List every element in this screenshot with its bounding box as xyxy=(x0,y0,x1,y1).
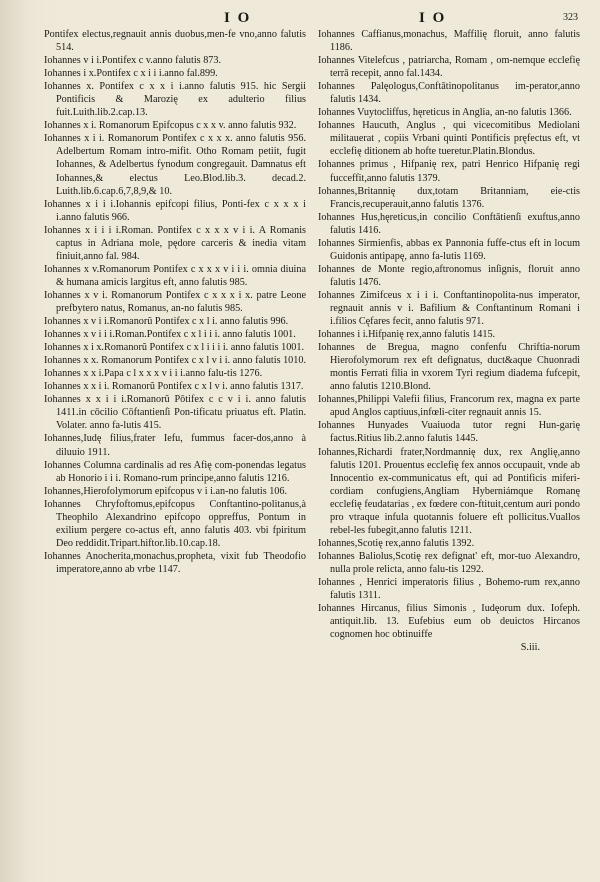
index-entry: Iohannes Caffianus,monachus, Maffilię floruit, anno falutis 1186. xyxy=(318,29,580,54)
index-entry: Iohannes de Bregua, magno confenfu Chriftia-norum Hierofolymorum rex eft defignatus, duct&aque Chuonradi montis Ferrati filia in vxorem Tyri regium diadema fufcepit, anno falutis 1210.Blond. xyxy=(318,342,580,393)
index-entry: Iohannes x x i i i.Romanorũ Pōtifex c c v i i. anno falutis 1411.in cōcilio Cōftantienſi Pon-tificatu priuatus eft. Platin. Volater. anno fa-lutis 415. xyxy=(44,394,306,432)
index-entry: Iohannes Haucuth, Anglus , qui vicecomitibus Mediolani militauerat , copiis Vrbani quinti Pontificis pręfectus eft, vt ecclefię ditionem ab hofte tueretur.Platin.Blondus. xyxy=(318,120,580,158)
index-entry: Iohannes i i.Hifpanię rex,anno falutis 1415. xyxy=(318,329,496,341)
index-entry: Iohannes x i i i.Iohannis epifcopi filius, Ponti-fex c x x x i i.anno falutis 966. xyxy=(44,198,306,223)
index-entry: Iohannes,Britannię dux,totam Britanniam, eie-ctis Francis,recuperauit,anno falutis 1376. xyxy=(318,185,580,210)
index-entry: Iohannes primus , Hifpanię rex, patri Henrico Hifpanię regi fucceffit,anno falutis 1379. xyxy=(318,159,580,184)
index-entry: Iohannes x x i i. Romanorũ Pontifex c x l v i. anno falutis 1317. xyxy=(44,381,304,393)
index-entry: Iohannes Chryfoftomus,epifcopus Conftantino-politanus,à Theophilo Alexandrino epifcopo oppreffus, Pontum in exilium pergere co-actus eft, anno falutis 403. vbi fpiritum Deo reddidit.Tripart.hiftor.lib.10.cap.18. xyxy=(44,498,306,549)
index-entry: Iohannes x x i.Papa c l x x x v i i i.anno falu-tis 1276. xyxy=(44,368,263,380)
index-entry: Iohannes,Iudę filius,frater Iefu, fummus facer-dos,anno à diluuio 1911. xyxy=(44,433,306,458)
index-entry: Iohannes i x.Pontifex c x i i i.anno fal.899. xyxy=(44,68,218,80)
index-entry: Iohannes x i. Romanorum Epifcopus c x x v. anno falutis 932. xyxy=(44,120,297,132)
index-entry: Iohannes de Monte regio,aftronomus inſignis, floruit anno falutis 1476. xyxy=(318,263,580,288)
two-column-text xyxy=(44,28,580,654)
left-column xyxy=(44,28,306,654)
index-entry: Iohannes Anocherita,monachus,propheta, vixit fub Theodofio imperatore,anno ab vrbe 1147. xyxy=(44,550,306,575)
index-entry: Iohannes,Scotię rex,anno falutis 1392. xyxy=(318,537,475,549)
right-column xyxy=(318,28,580,654)
index-entry: Iohannes x. Pontifex c x x i i.anno falutis 915. hic Sergii Pontificis & Marozię ex adulterio filius fuit.Luith.lib.2.cap.13. xyxy=(44,81,306,119)
index-entry: Iohannes x x. Romanorum Pontifex c x l v i i. anno falutis 1010. xyxy=(44,355,307,367)
index-entry: Iohannes,Philippi Valefii filius, Francorum rex, magna ex parte apud Anglos captiuus,infœli-citer regnauit annis 15. xyxy=(318,394,580,419)
signature-catchword: S.iii. xyxy=(520,642,540,654)
header-right-letters: I O xyxy=(419,10,447,26)
index-entry: Iohannes Sirmienfis, abbas ex Pannonia fuffe-ctus eft in locum Guidonis antipapę, anno fa-lutis 1169. xyxy=(318,237,580,262)
index-entry: Iohannes,Hierofolymorum epifcopus v i i.an-no falutis 106. xyxy=(44,485,288,497)
index-entry: Iohannes Columna cardinalis ad res Afię com-ponendas legatus ab Honorio i i i. Romano-rum principe,anno falutis 1216. xyxy=(44,459,306,484)
index-entry: Iohannes Zimifceus x i i i. Conftantinopolita-nus imperator, regnauit annis v i. Bafilium & Conftantinum Romani i i.filios Cęfares fecit, anno falutis 971. xyxy=(318,289,580,328)
index-entry: Iohannes v i i.Pontifex c v.anno falutis 873. xyxy=(44,55,222,67)
index-entry: Iohannes Vuytocliffus, hęreticus in Anglia, an-no falutis 1366. xyxy=(318,107,572,119)
index-entry: Iohannes Vitelefcus , patriarcha, Romam , om-nemque ecclefię terrā recepit, anno fal.1434. xyxy=(318,55,580,80)
index-entry: Iohannes Hus,hęreticus,in concilio Conftātienſi exuftus,anno falutis 1416. xyxy=(318,211,580,236)
index-entry: Iohannes Palęologus,Conftātinopolitanus im-perator,anno falutis 1434. xyxy=(318,81,580,106)
index-entry: Iohannes , Henrici imperatoris filius , Bohemo-rum rex,anno falutis 1311. xyxy=(318,576,580,602)
index-entry: Iohannes x i i i i.Roman. Pontifex c x x x v i i. A Romanis captus in Adriana mole, pędore carceris & inedia vitam finiuit,anno fal. 984. xyxy=(44,224,306,262)
index-entry: Iohannes,Richardi frater,Nordmannię dux, rex Anglię,anno falutis 1201. Prouentus ecclefię fex annos occupauit, vnde ab Innocentio ex-communicatus eft, qui ad Pontificis miferi-cordiam confugiens,Angliam Hyberniámque Romanę ecclefię feudatarias , ex fœdere con-ftituit,centum auri pondo pro vtraque infula quotannis foluere eft pollicitus.Vuallos rebel-les fubegit,anno falutis 1211. xyxy=(318,446,580,536)
header-left-letters: I O xyxy=(224,10,252,26)
page-number: 323 xyxy=(563,12,578,23)
index-entry: Iohannes x v i i.Romanorũ Pontifex c x l i. anno falutis 996. xyxy=(44,316,289,328)
index-entry: Iohannes x v.Romanorum Pontifex c x x x v i i i. omnia diuina & humana amicis largitus eft, anno falutis 985. xyxy=(44,263,306,288)
running-header xyxy=(44,10,580,28)
index-entry: Iohannes x v i. Romanorum Pontifex c x x x i x. patre Leone prefbytero natus, Romanus, an-no falutis 985. xyxy=(44,289,306,314)
index-entry: Iohannes Hircanus, filius Simonis , Iudęorum dux. Iofeph. antiquit.lib. 13. Eufebius eum ob deuictos Hircanos cognomen hoc obtinuiffe xyxy=(318,603,580,641)
index-entry: Iohannes x i i. Romanorum Pontifex c x x x. anno falutis 956. Adelbertum Romam intro-mifit. Otho Romam petiit, fugit Iohannes, & Adelbertus fynodum congregauit. Damnatus eft Iohannes,& electus Leo.Blod.lib.3. decad.2. Luith.lib.6.cap.6,7,8,9,& 10. xyxy=(44,133,306,197)
index-entry: Iohannes x i x.Romanorũ Pontifex c x l i i i i. anno falutis 1001. xyxy=(44,342,305,354)
index-entry: Iohannes x v i i i.Roman.Pontifex c x l i i i. anno falutis 1001. xyxy=(44,329,296,341)
index-entry: Pontifex electus,regnauit annis duobus,men-fe vno,anno falutis 514. xyxy=(44,29,306,54)
index-entry: Iohannes Baliolus,Scotię rex defignat' eft, mor-tuo Alexandro, nulla prole relicta, anno falu-tis 1292. xyxy=(318,550,580,575)
index-entry: Iohannes Hunyades Vuaiuoda tutor regni Hun-garię factus.Ritius lib.2.anno falutis 1445. xyxy=(318,420,580,445)
